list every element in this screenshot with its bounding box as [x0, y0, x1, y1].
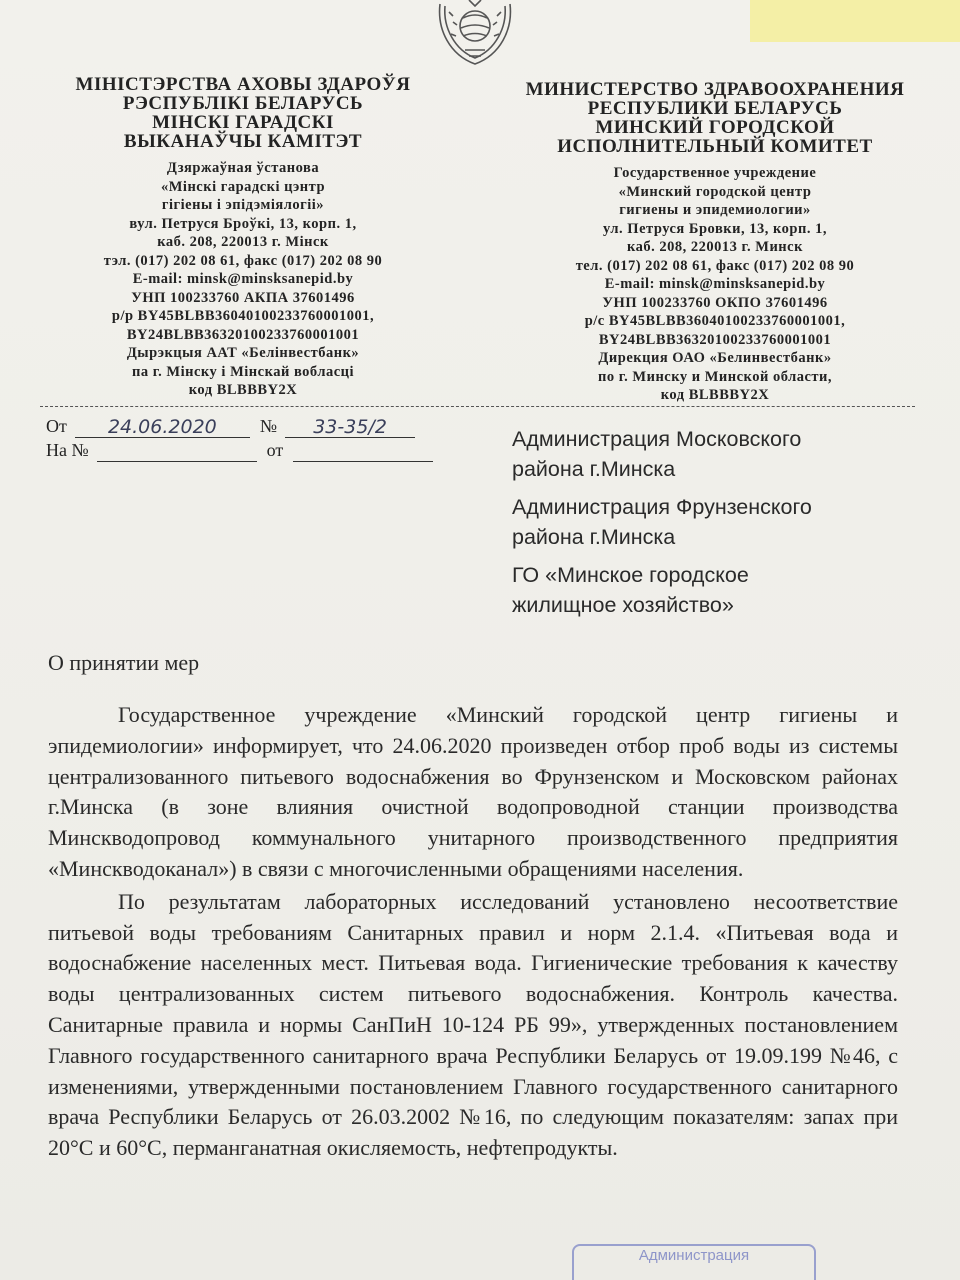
detail-line: BY24BLBB36320100233760001001 [126, 326, 360, 343]
addressee-line: района г.Минска [512, 525, 676, 549]
from-label: От [46, 416, 67, 436]
registration-block [46, 414, 433, 462]
sticky-note [750, 0, 960, 42]
detail-line: «Мінскі гарадскі цэнтр [160, 178, 326, 195]
ministry-line: РЭСПУБЛІКІ БЕЛАРУСЬ [122, 93, 364, 114]
outgoing-number: 33-35/2 [285, 417, 415, 438]
header-russian [495, 80, 935, 405]
letter-body [48, 700, 898, 1164]
ministry-line: РЕСПУБЛИКИ БЕЛАРУСЬ [587, 98, 843, 119]
ministry-line: МИНИСТЕРСТВО ЗДРАВООХРАНЕНИЯ [525, 79, 905, 100]
detail-line: по г. Минску и Минской области, [597, 368, 833, 385]
ministry-line: МИНСКИЙ ГОРОДСКОЙ [595, 117, 835, 138]
addressee-line: района г.Минска [512, 457, 676, 481]
subject-line: О принятии мер [48, 650, 200, 675]
body-paragraph: Государственное учреждение «Минский городской центр гигиены и эпидемиологии» информирует, что 24.06.2020 произведен отбор проб воды из системы централизованного питьевого водоснабжения во Фрунзенском и Московском районах г.Минска (в зоне влияния очистной водопроводной станции производства Минскводопровод коммунального унитарного производственного предприятия «Минскводоканал») в связи с многочисленными обращениями населения. [48, 702, 898, 881]
detail-line: Дзяржаўная ўстанова [166, 160, 320, 176]
detail-line: тел. (017) 202 08 61, факс (017) 202 08 90 [575, 257, 855, 274]
detail-line: УНП 100233760 АКПА 37601496 [131, 289, 355, 306]
outgoing-date: 24.06.2020 [75, 417, 250, 438]
ministry-line: ИСПОЛНИТЕЛЬНЫЙ КОМИТЕТ [557, 136, 873, 157]
header-belarusian [38, 75, 448, 400]
addressee-line: Администрация Фрунзенского [512, 495, 812, 519]
detail-line: па г. Мінску і Мінскай вобласці [131, 363, 355, 380]
state-emblem-icon [425, 0, 525, 68]
addressee [512, 560, 749, 620]
incoming-date-field [293, 441, 433, 462]
detail-line: вул. Петруся Броўкі, 13, корп. 1, [129, 215, 357, 232]
header-divider [40, 406, 915, 407]
detail-line: р/с BY45BLBB36040100233760001001, [584, 313, 846, 329]
detail-line: код BLBBBY2X [660, 387, 770, 403]
detail-line: «Минский городской центр [618, 183, 812, 200]
detail-line: код BLBBBY2X [188, 382, 298, 398]
incoming-number-field [97, 441, 257, 462]
detail-line: E-mail: minsk@minsksanepid.by [604, 276, 826, 292]
ministry-line: МІНСКІ ГАРАДСКІ [152, 112, 334, 133]
stamp-text: Администрация [638, 1247, 750, 1264]
body-paragraph: По результатам лабораторных исследований установлено несоответствие питьевой воды требованиям Санитарных правил и норм 2.1.4. «Питьевая вода и водоснабжение населенных мест. Питьевая вода. Гигиенические требования к качеству воды централизованных систем питьевого водоснабжения. Контроль качества. Санитарные правила и нормы СанПиН 10-124 РБ 99», утвержденных постановлением Главного государственного санитарного врача Республики Беларусь от 19.09.199 №46, с изменениями, утвержденными постановлением Главного государственного санитарного врача Республики Беларусь от 26.03.2002 №16, по следующим показателям: запах при 20°С и 60°С, перманганатная окисляемость, нефтепродукты. [48, 888, 898, 1161]
detail-line: каб. 208, 220013 г. Мінск [157, 234, 329, 250]
detail-line: E-mail: minsk@minsksanepid.by [132, 271, 354, 287]
ministry-line: МІНІСТЭРСТВА АХОВЫ ЗДАРОЎЯ [75, 74, 411, 95]
number-label: № [259, 416, 278, 436]
detail-line: ул. Петруся Бровки, 13, корп. 1, [603, 220, 827, 237]
detail-line: гігіены і эпідэміялогіі» [161, 197, 325, 213]
detail-line: Дирекция ОАО «Белинвестбанк» [598, 350, 832, 366]
ministry-line: ВЫКАНАЎЧЫ КАМІТЭТ [123, 131, 363, 152]
addressee-line: ГО «Минское городское [512, 563, 749, 587]
incoming-stamp [572, 1244, 816, 1280]
detail-line: Государственное учреждение [613, 165, 817, 181]
of-label: от [266, 440, 284, 460]
detail-line: р/р BY45BLBB36040100233760001001, [111, 308, 375, 324]
detail-line: BY24BLBB36320100233760001001 [598, 331, 832, 348]
detail-line: УНП 100233760 ОКПО 37601496 [602, 294, 828, 311]
addressee [512, 492, 812, 552]
detail-line: каб. 208, 220013 г. Минск [627, 239, 803, 255]
addressee-line: жилищное хозяйство» [512, 593, 734, 617]
addressee-line: Администрация Московского [512, 427, 802, 451]
detail-line: гигиены и эпидемиологии» [619, 202, 811, 218]
detail-line: Дырэкцыя ААТ «Белінвестбанк» [126, 345, 360, 361]
to-label: На № [46, 440, 89, 460]
addressee [512, 424, 801, 484]
detail-line: тэл. (017) 202 08 61, факс (017) 202 08 90 [103, 252, 383, 269]
